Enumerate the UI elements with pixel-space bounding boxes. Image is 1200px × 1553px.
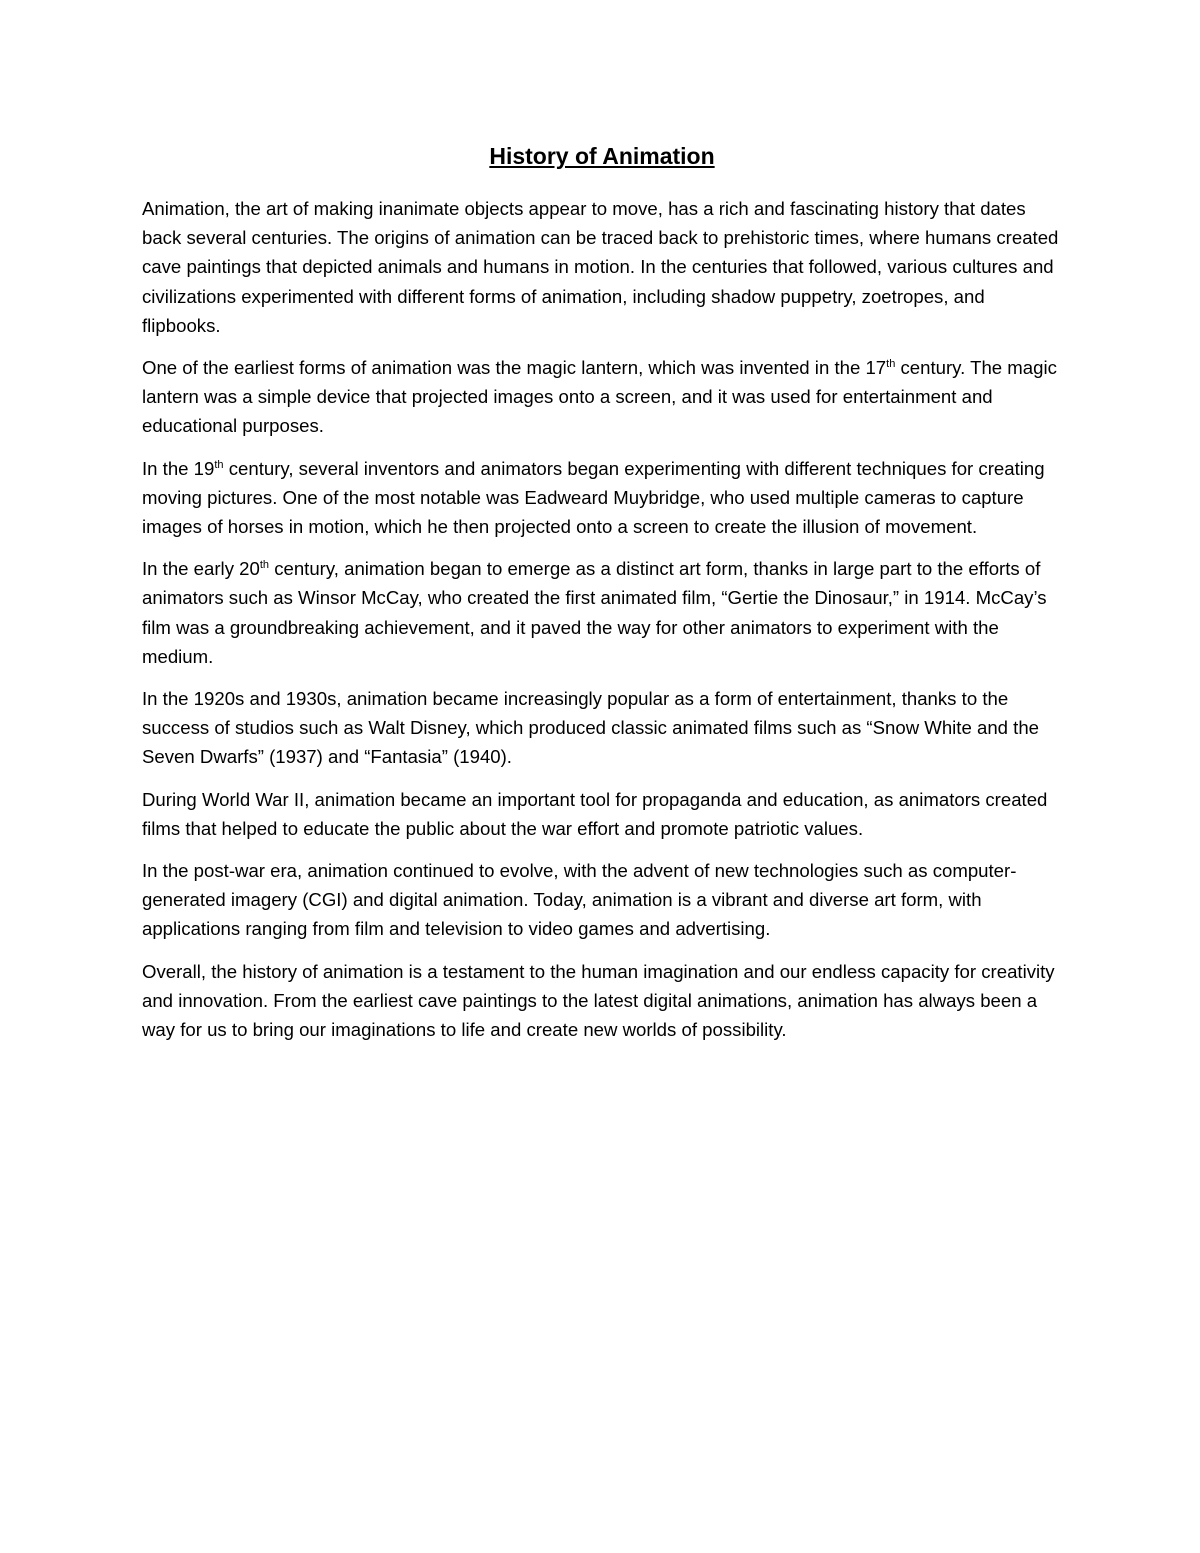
document-title: History of Animation: [489, 143, 715, 169]
paragraph-conclusion: Overall, the history of animation is a testament to the human imagination and our endless capacity for creativity and innovation. From the earliest cave paintings to the latest digital animations, animation has always been a way for us to bring our imaginations to life and create new worlds of possibility.: [142, 960, 1055, 1041]
paragraph-1920s-1930s: In the 1920s and 1930s, animation became increasingly popular as a form of entertainment, thanks to the success of studios such as Walt Disney, which produced classic animated films such as “Snow White and the Seven Dwarfs” (1937) and “Fantasia” (1940).: [142, 688, 1040, 768]
paragraph-20th-century: In the early 20th century, animation began to emerge as a distinct art form, thanks in large part to the efforts of animators such as Winsor McCay, who created the first animated film, “Gertie the Dinosaur,” in 1914. McCay’s film was a groundbreaking achievement, and it paved the way for other animators to experiment with the medium.: [142, 558, 1047, 667]
ordinal-suffix: th: [214, 458, 224, 471]
ordinal-suffix: th: [259, 559, 270, 572]
paragraph-19th-century: In the 19th century, several inventors and animators began experimenting with different techniques for creating moving pictures. One of the most notable was Eadweard Muybridge, who used multiple cameras to capture images of horses in motion, which he then projected onto a screen to create the illusion of movement.: [142, 457, 1045, 538]
ordinal-suffix: th: [886, 357, 896, 370]
document-page: [142, 140, 1062, 1057]
paragraph-post-war: In the post-war era, animation continued to evolve, with the advent of new technologies such as computer-generated imagery (CGI) and digital animation. Today, animation is a vibrant and diverse art form, with applications ranging from film and television to video games and advertising.: [142, 860, 1017, 940]
paragraph-magic-lantern: One of the earliest forms of animation was the magic lantern, which was invented in the 17th century. The magic lantern was a simple device that projected images onto a screen, and it was used for entertainment and educational purposes.: [142, 357, 1057, 437]
paragraph-intro: Animation, the art of making inanimate objects appear to move, has a rich and fascinating history that dates back several centuries. The origins of animation can be traced back to prehistoric times, where humans created cave paintings that depicted animals and humans in motion. In the centuries that followed, various cultures and civilizations experimented with different forms of animation, including shadow puppetry, zoetropes, and flipbooks.: [142, 198, 1059, 336]
paragraph-world-war-ii: During World War II, animation became an important tool for propaganda and education, as animators created films that helped to educate the public about the war effort and promote patriotic values.: [142, 788, 1048, 839]
